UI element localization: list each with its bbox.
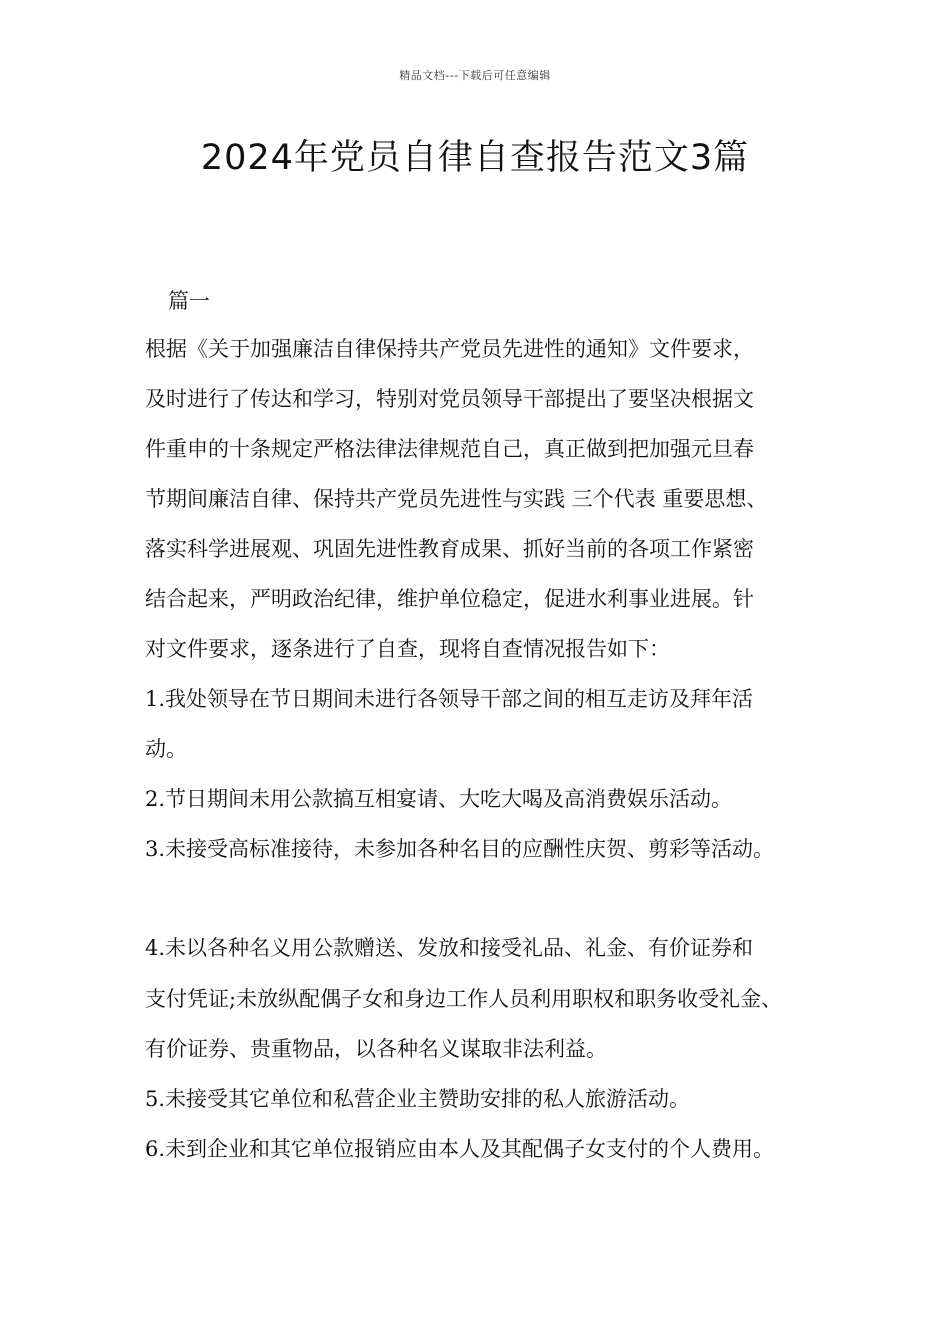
list-item-2: 2.节日期间未用公款搞互相宴请、大吃大喝及高消费娱乐活动。 — [145, 787, 733, 811]
paragraph-line-7: 对文件要求，逐条进行了自查，现将自查情况报告如下： — [145, 637, 670, 661]
paragraph-line-3: 件重申的十条规定严格法律法律规范自己，真正做到把加强元旦春 — [145, 437, 754, 461]
list-item-4-line-1: 4.未以各种名义用公款赠送、发放和接受礼品、礼金、有价证券和 — [145, 936, 754, 960]
list-item-4-line-2: 支付凭证;未放纵配偶子女和身边工作人员利用职权和职务收受礼金、 — [145, 987, 783, 1011]
page-header-note: 精品文档---下载后可任意编辑 — [399, 69, 551, 82]
list-item-4-line-3: 有价证券、贵重物品，以各种名义谋取非法利益。 — [145, 1037, 607, 1061]
section-heading: 篇一 — [168, 289, 210, 313]
list-item-5: 5.未接受其它单位和私营企业主赞助安排的私人旅游活动。 — [145, 1087, 691, 1111]
paragraph-line-2: 及时进行了传达和学习，特别对党员领导干部提出了要坚决根据文 — [145, 387, 754, 411]
document-title: 2024年党员自律自查报告范文3篇 — [200, 138, 750, 178]
paragraph-line-5: 落实科学进展观、巩固先进性教育成果、抓好当前的各项工作紧密 — [145, 537, 754, 561]
list-item-3: 3.未接受高标准接待，未参加各种名目的应酬性庆贺、剪彩等活动。 — [145, 837, 775, 861]
list-item-1-line-2: 动。 — [145, 737, 187, 761]
paragraph-line-6: 结合起来，严明政治纪律，维护单位稳定，促进水利事业进展。针 — [145, 587, 754, 611]
list-item-6: 6.未到企业和其它单位报销应由本人及其配偶子女支付的个人费用。 — [145, 1137, 775, 1161]
paragraph-line-1: 根据《关于加强廉洁自律保持共产党员先进性的通知》文件要求， — [145, 337, 754, 361]
list-item-1-line-1: 1.我处领导在节日期间未进行各领导干部之间的相互走访及拜年活 — [145, 687, 754, 711]
paragraph-line-4: 节期间廉洁自律、保持共产党员先进性与实践 三个代表 重要思想、 — [145, 487, 768, 511]
